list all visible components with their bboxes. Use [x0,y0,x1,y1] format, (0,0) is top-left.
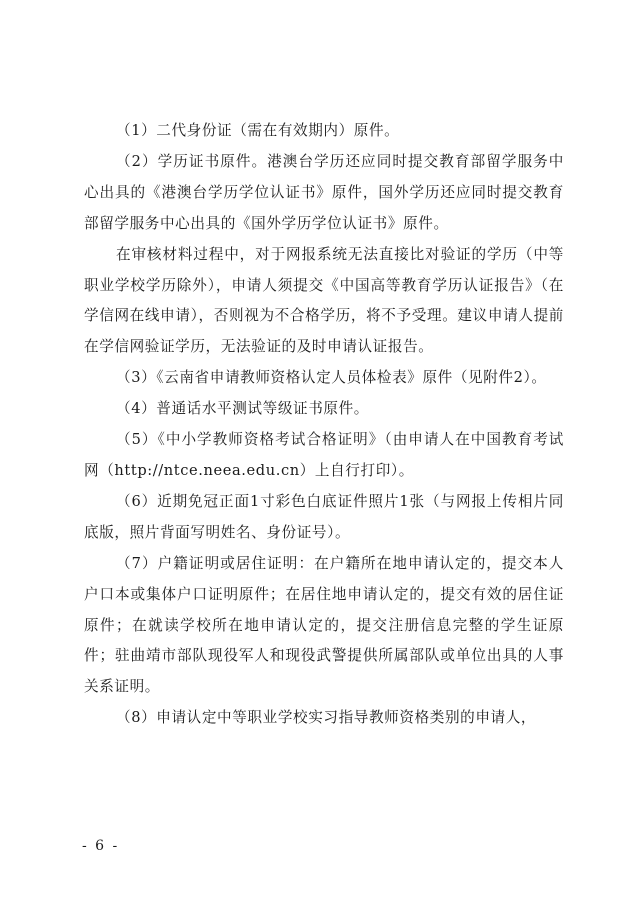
paragraph-photo: （6）近期免冠正面1寸彩色白底证件照片1张（与网报上传相片同底版，照片背面写明姓名、身份证号）。 [84,492,564,541]
paragraph-exam-certificate: （5）《中小学教师资格考试合格证明》（由申请人在中国教育考试网（http://ntce.neea.edu.cn）上自行打印）。 [84,431,564,479]
paragraph-verification-note: 在审核材料过程中，对于网报系统无法直接比对验证的学历（中等职业学校学历除外），申请人须提交《中国高等教育学历认证报告》（在学信网在线申请），否则视为不合格学历，将不予受理。建议申请人提前在学信网验证学历，无法验证的及时申请认证报告。 [84,245,564,356]
paragraph-residence-proof: （7）户籍证明或居住证明：在户籍所在地申请认定的，提交本人户口本或集体户口证明原件；在居住地申请认定的，提交有效的居住证原件；在就读学校所在地申请认定的，提交注册信息完整的学生证原件；驻曲靖市部队现役军人和现役武警提供所属部队或单位出具的人事关系证明。 [84,554,564,696]
paragraph-mandarin-cert: （4）普通话水平测试等级证书原件。 [116,400,369,418]
page-number: - 6 - [82,838,120,854]
paragraph-diploma: （2）学历证书原件。港澳台学历还应同时提交教育部留学服务中心出具的《港澳台学历学位认证书》原件，国外学历还应同时提交教育部留学服务中心出具的《国外学历学位认证书》原件。 [84,152,564,232]
paragraph-medical-form: （3）《云南省申请教师资格认定人员体检表》原件（见附件2）。 [116,369,547,387]
document-body [84,116,564,734]
paragraph-vocational-instructor: （8）申请认定中等职业学校实习指导教师资格类别的申请人， [116,709,537,727]
paragraph-id-card: （1）二代身份证（需在有效期内）原件。 [116,122,400,139]
